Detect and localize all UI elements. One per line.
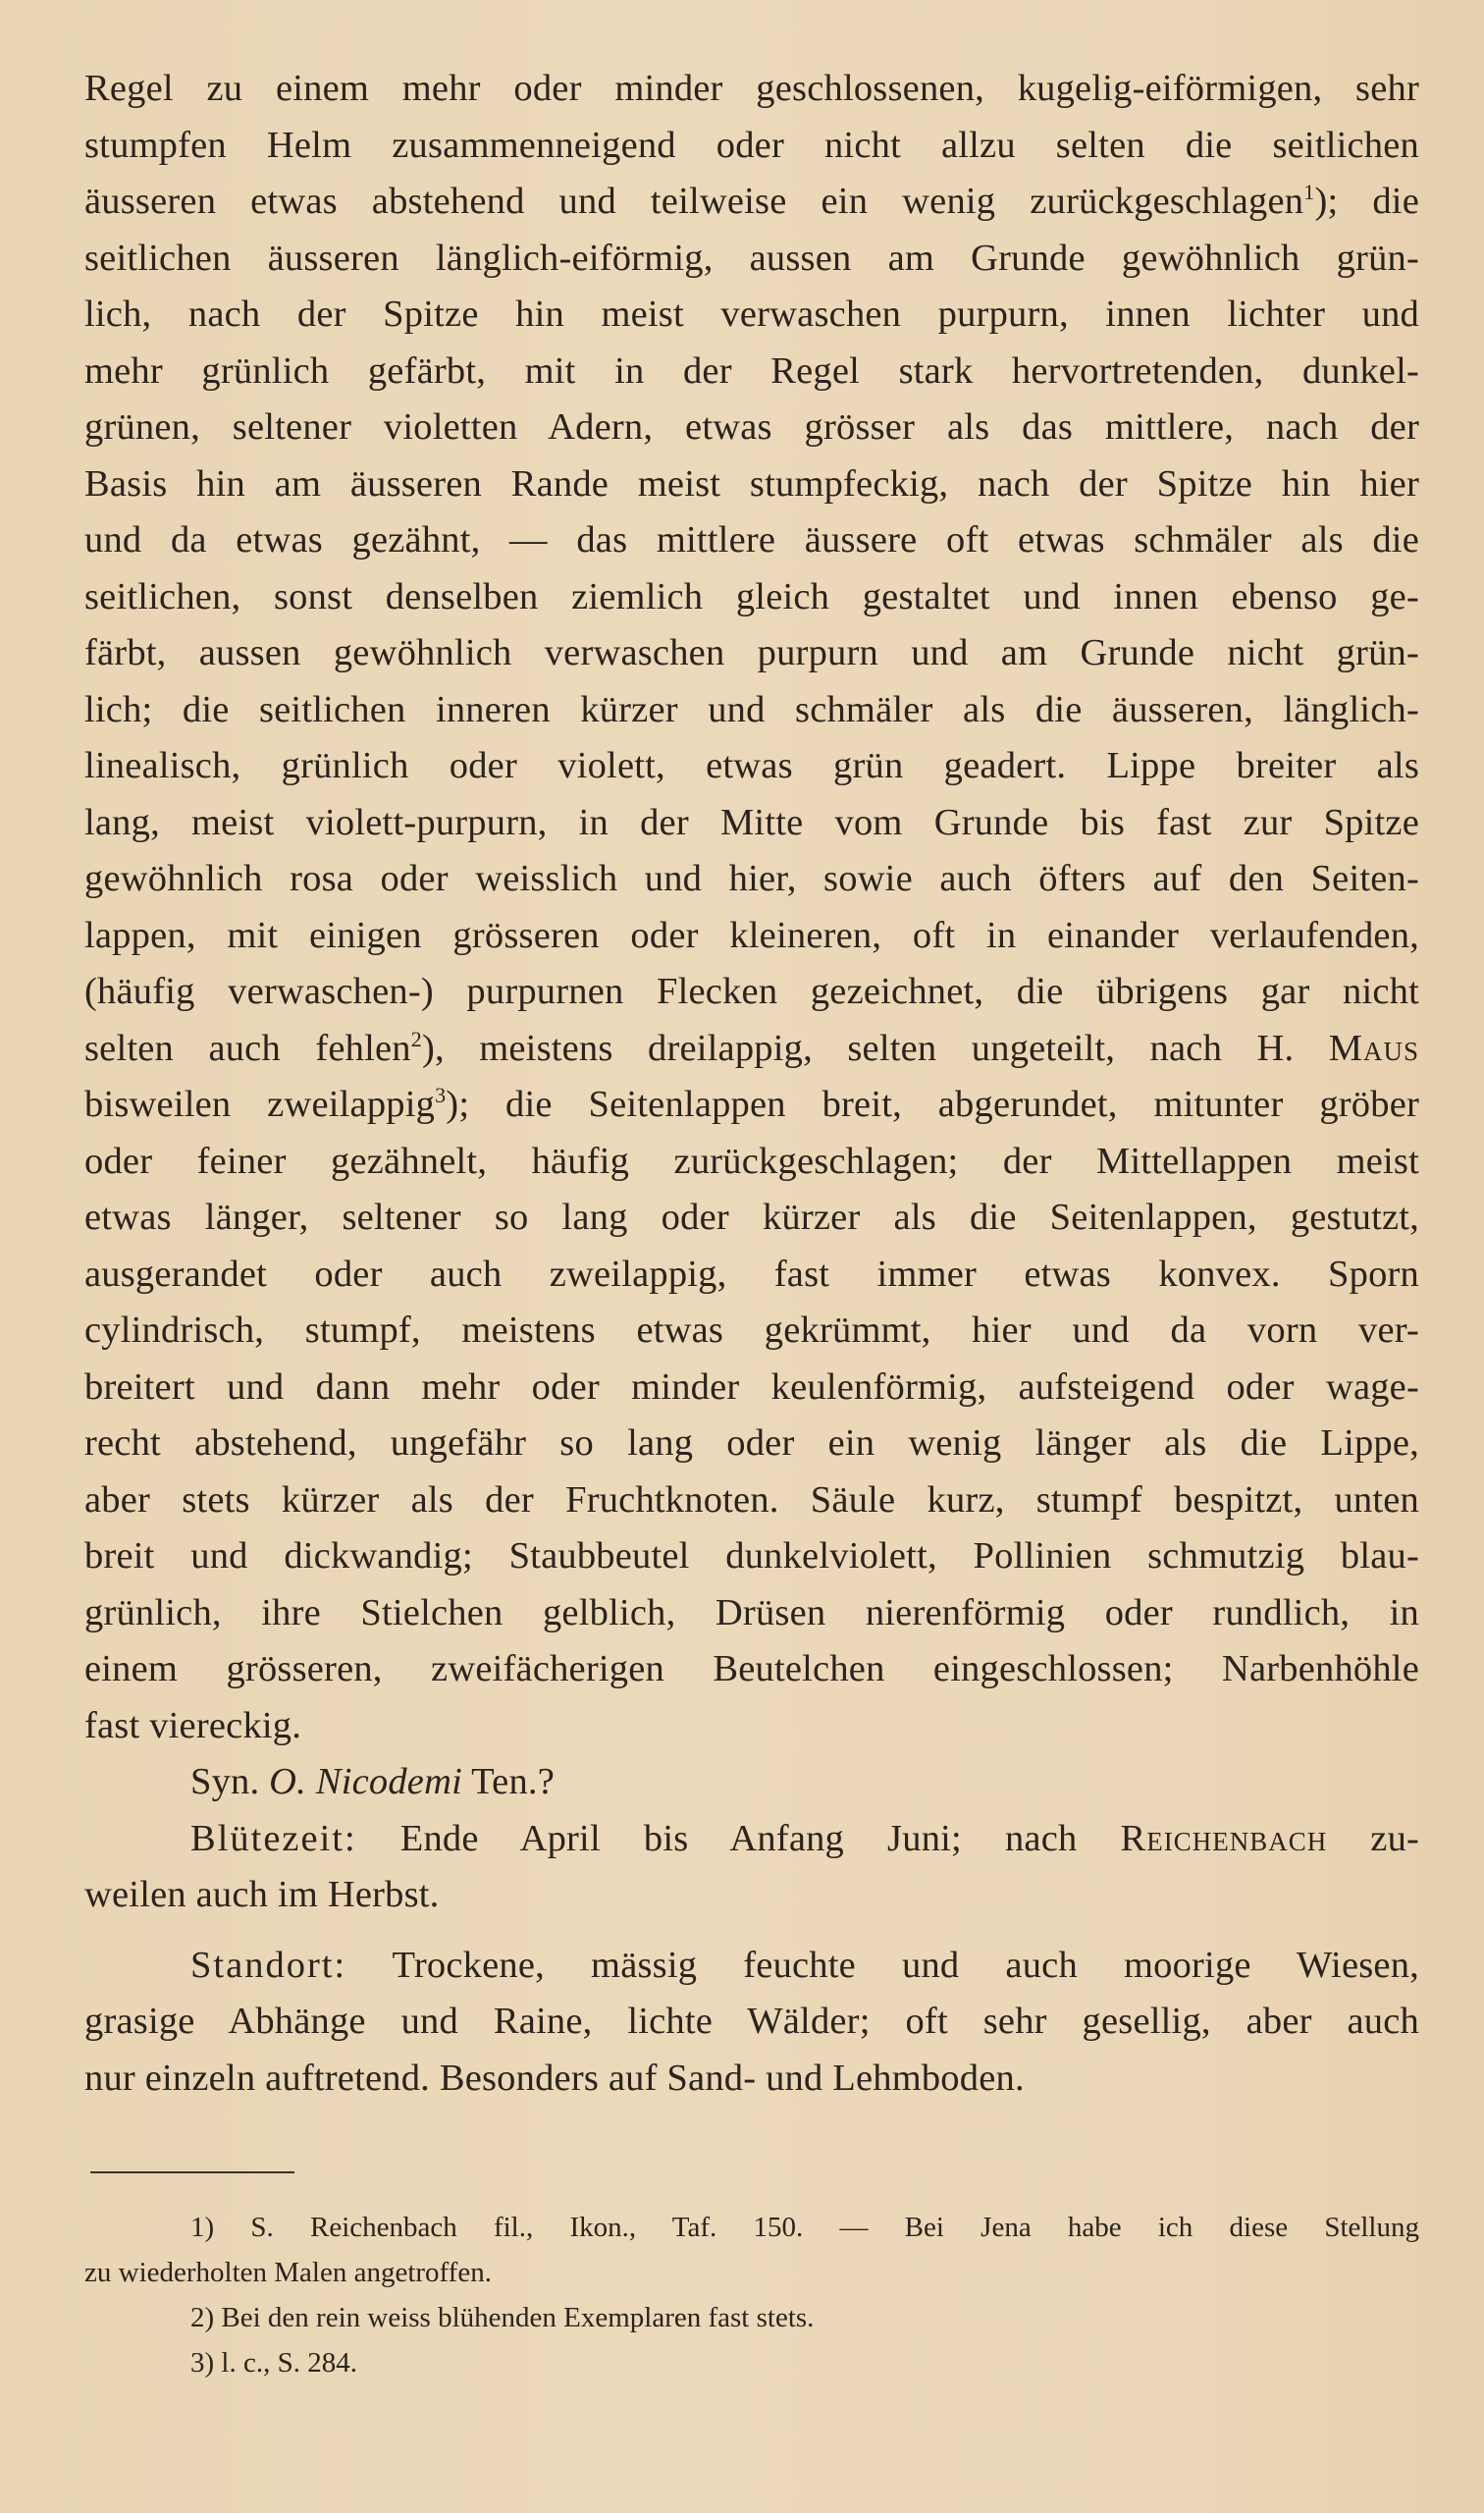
text-line: recht abstehend, ungefähr so lang oder ein wenig länger als die Lippe,	[84, 1422, 1419, 1464]
text-line: lich, nach der Spitze hin meist verwaschen purpurn, innen lichter und	[84, 294, 1419, 335]
text-line: weilen auch im Herbst.	[84, 1874, 440, 1915]
main-text	[84, 61, 1419, 2107]
footnote-ref-3: 3	[435, 1083, 447, 1107]
text-line: lang, meist violett-purpurn, in der Mitte vom Grunde bis fast zur Spitze	[84, 801, 1419, 843]
text-line: fast viereckig.	[84, 1704, 302, 1746]
footnote-ref-1: 1	[1303, 180, 1315, 204]
footnote-2: 2) Bei den rein weiss blühenden Exemplaren fast stets.	[190, 2302, 815, 2333]
text-line: etwas länger, seltener so lang oder kürzer als die Seitenlappen, gestutzt,	[84, 1197, 1419, 1238]
text-line: äusseren etwas abstehend und teilweise ein wenig zurückgeschlagen$^1$); die	[84, 180, 1419, 222]
bluetezeit-line: Blütezeit: Ende April bis Anfang Juni; nach Reichenbach zu-	[190, 1817, 1420, 1859]
standort-label: Standort:	[190, 1944, 347, 1986]
footnote-ref-2: 2	[410, 1026, 422, 1051]
author-name: Maus	[1328, 1027, 1419, 1069]
text-line: breitert und dann mehr oder minder keulenförmig, aufsteigend oder wage-	[84, 1365, 1419, 1408]
text-line: färbt, aussen gewöhnlich verwaschen purpurn und am Grunde nicht grün-	[84, 632, 1419, 673]
text-line: lich; die seitlichen inneren kürzer und schmäler als die äusseren, länglich-	[84, 688, 1419, 730]
text-line: selten auch fehlen$^2$), meistens dreilappig, selten ungeteilt, nach H. Maus	[84, 1026, 1419, 1069]
footnote-1-cont: zu wiederholten Malen angetroffen.	[84, 2257, 492, 2288]
footnote-3: 3) l. c., S. 284.	[190, 2347, 357, 2379]
text-line: seitlichen, sonst denselben ziemlich gleich gestaltet und innen ebenso ge-	[84, 575, 1419, 617]
synonym-line: Syn. O. Nicodemi Ten.?	[190, 1761, 556, 1802]
text-line: oder feiner gezähnelt, häufig zurückgeschlagen; der Mittellappen meist	[84, 1140, 1419, 1182]
text-line: grasige Abhänge und Raine, lichte Wälder; oft sehr gesellig, aber auch	[84, 2001, 1419, 2042]
text-line: Regel zu einem mehr oder minder geschlossenen, kugelig-eiförmigen, sehr	[84, 68, 1419, 109]
text-line: (häufig verwaschen-) purpurnen Flecken gezeichnet, die übrigens gar nicht	[84, 971, 1419, 1012]
text-line: grünlich, ihre Stielchen gelblich, Drüsen nierenförmig oder rundlich, in	[84, 1591, 1419, 1633]
text-line: einem grösseren, zweifächerigen Beutelchen eingeschlossen; Narbenhöhle	[84, 1648, 1419, 1689]
standort-line: Standort: Trockene, mässig feuchte und auch moorige Wiesen,	[190, 1944, 1419, 1986]
text-line: mehr grünlich gefärbt, mit in der Regel stark hervortretenden, dunkel-	[84, 349, 1419, 392]
text-line: gewöhnlich rosa oder weisslich und hier, sowie auch öfters auf den Seiten-	[84, 858, 1419, 899]
text-line: nur einzeln auftretend. Besonders auf Sand- und Lehmboden.	[84, 2057, 1025, 2099]
text-line: aber stets kürzer als der Fruchtknoten. Säule kurz, stumpf bespitzt, unten	[84, 1478, 1419, 1521]
text-line: bisweilen zweilappig$^3$); die Seitenlappen breit, abgerundet, mitunter gröber	[84, 1083, 1419, 1125]
author-name: Reichenbach	[1120, 1817, 1328, 1859]
text-line: breit und dickwandig; Staubbeutel dunkelviolett, Pollinien schmutzig blau-	[84, 1535, 1419, 1577]
text-line: lappen, mit einigen grösseren oder kleineren, oft in einander verlaufenden,	[84, 914, 1419, 956]
text-line: stumpfen Helm zusammenneigend oder nicht allzu selten die seitlichen	[84, 124, 1419, 166]
footnote-1: 1) S. Reichenbach fil., Ikon., Taf. 150. — Bei Jena habe ich diese Stellung	[190, 2212, 1419, 2243]
text-line: grünen, seltener violetten Adern, etwas grösser als das mittlere, nach der	[84, 406, 1419, 448]
text-line: seitlichen äusseren länglich-eiförmig, aussen am Grunde gewöhnlich grün-	[84, 237, 1419, 279]
text-line: Basis hin am äusseren Rande meist stumpfeckig, nach der Spitze hin hier	[84, 462, 1419, 505]
text-line: linealisch, grünlich oder violett, etwas grün geadert. Lippe breiter als	[84, 745, 1419, 786]
bluetezeit-label: Blütezeit:	[190, 1817, 357, 1859]
synonym-name: O. Nicodemi	[269, 1761, 462, 1802]
footnotes	[84, 2205, 1419, 2385]
text-line: cylindrisch, stumpf, meistens etwas gekrümmt, hier und da vorn ver-	[84, 1310, 1419, 1351]
text-line: ausgerandet oder auch zweilappig, fast immer etwas konvex. Sporn	[84, 1253, 1419, 1295]
text-line: und da etwas gezähnt, — das mittlere äussere oft etwas schmäler als die	[84, 519, 1419, 561]
footnote-divider	[90, 2171, 294, 2173]
